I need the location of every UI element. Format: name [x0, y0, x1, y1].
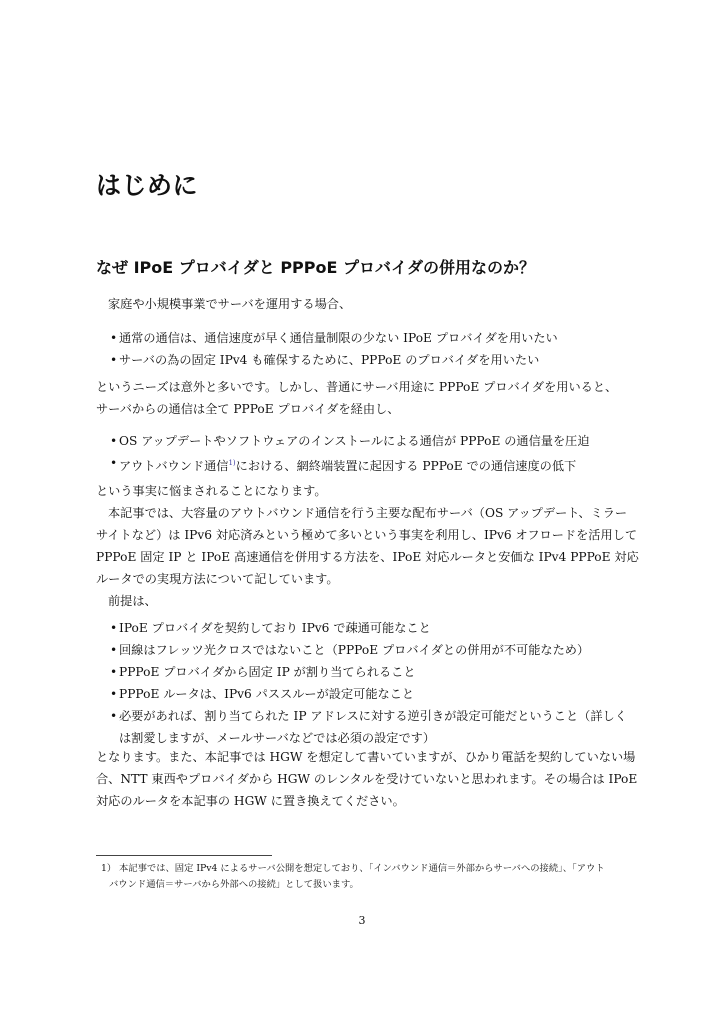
paragraph-line: 合、NTT 東西やプロバイダから HGW のレンタルを受けていないと思われます。その場合は IPoE — [96, 772, 638, 786]
list-item-text: アウトバウンド通信 — [119, 459, 229, 473]
list-item — [96, 430, 632, 452]
list-item — [96, 617, 632, 639]
list-item — [96, 327, 632, 349]
footnote-line: バウンド通信＝サーバから外部への接続」として扱います。 — [109, 879, 359, 890]
list-item-text: における、網終端装置に起因する PPPoE での通信速度の低下 — [235, 459, 577, 473]
list-item-text: サーバの為の固定 IPv4 も確保するために、PPPoE のプロバイダを用いたい — [119, 353, 540, 367]
list-item-text: PPPoE プロバイダから固定 IP が割り当てられること — [119, 665, 416, 679]
needs-paragraph — [96, 376, 632, 420]
intro-block — [96, 293, 632, 315]
list-item-text: 回線はフレッツ光クロスではないこと（PPPoE プロバイダとの併用が不可能なため） — [119, 643, 590, 657]
paragraph-continuation — [96, 524, 639, 590]
needs-list — [96, 327, 632, 371]
list-item-text: PPPoE ルータは、IPv6 パススルーが設定可能なこと — [119, 687, 415, 701]
list-item-text: 通常の通信は、通信速度が早く通信量制限の少ない IPoE プロバイダを用いたい — [119, 331, 558, 345]
bullet: • — [110, 621, 118, 635]
paragraph-line: というニーズは意外と多いです。しかし、普通にサーバ用途に PPPoE プロバイダを用いると、 — [96, 380, 618, 394]
bullet: • — [110, 643, 118, 657]
list-item-line: は割愛しますが、メールサーバなどでは必須の設定です） — [119, 731, 436, 745]
list-item-text: OS アップデートやソフトウェアのインストールによる通信が PPPoE の通信量を圧迫 — [119, 434, 590, 448]
footnote — [96, 861, 636, 893]
bullet: • — [110, 687, 118, 701]
footnote-reference[interactable]: 1) — [228, 459, 236, 467]
problems-list — [96, 430, 632, 477]
chapter-title: はじめに — [96, 171, 199, 200]
prerequisites-list — [96, 617, 632, 749]
bullet: • — [110, 665, 118, 679]
list-item — [96, 683, 632, 705]
section-title: なぜ IPoE プロバイダと PPPoE プロバイダの併用なのか？ — [96, 258, 535, 277]
bullet: • — [110, 331, 118, 345]
list-item — [96, 639, 632, 661]
bullet: • — [110, 434, 118, 448]
closing-paragraph — [96, 746, 638, 812]
paragraph — [96, 746, 638, 812]
paragraph-line: 本記事では、大容量のアウトバウンド通信を行う主要な配布サーバ（OS アップデート、ミラー — [108, 506, 628, 520]
page-number: 3 — [358, 914, 366, 927]
bullet: • — [110, 456, 118, 470]
footnote-mark: 1） — [101, 863, 117, 874]
footnote-divider — [96, 855, 272, 856]
list-item-line: 必要があれば、割り当てられた IP アドレスに対する逆引きが設定可能だということ（詳しく — [119, 709, 627, 723]
footnote-line: 本記事では、固定 IPv4 によるサーバ公開を想定しており、「インバウンド通信＝外部からサーバへの接続」、「アウト — [119, 863, 605, 874]
list-item-text: IPoE プロバイダを契約しており IPv6 で疎通可能なこと — [119, 621, 431, 635]
list-item — [96, 349, 632, 371]
paragraph-line: となります。また、本記事では HGW を想定して書いていますが、ひかり電話を契約していない場 — [96, 750, 636, 764]
main-text-block — [96, 480, 639, 612]
list-item — [96, 661, 632, 683]
intro-paragraph: 家庭や小規模事業でサーバを運用する場合、 — [108, 297, 352, 311]
paragraph — [96, 376, 632, 420]
paragraph-line: 対応のルータを本記事の HGW に置き換えてください。 — [96, 794, 405, 808]
paragraph: 前提は、 — [108, 594, 157, 608]
paragraph-line: PPPoE 固定 IP と IPoE 高速通信を併用する方法を、IPoE 対応ルータと安価な IPv4 PPPoE 対応 — [96, 550, 639, 564]
bullet: • — [110, 353, 118, 367]
paragraph: という事実に悩まされることになります。 — [96, 484, 327, 498]
list-item — [96, 705, 632, 749]
paragraph-line: サーバからの通信は全て PPPoE プロバイダを経由し、 — [96, 402, 400, 416]
paragraph — [96, 502, 632, 524]
bullet: • — [110, 709, 118, 723]
paragraph-line: ルータでの実現方法について記しています。 — [96, 572, 339, 586]
paragraph-line: サイトなど）は IPv6 対応済みという極めて多いという事実を利用し、IPv6 オフロードを活用して — [96, 528, 638, 542]
list-item — [96, 452, 632, 477]
